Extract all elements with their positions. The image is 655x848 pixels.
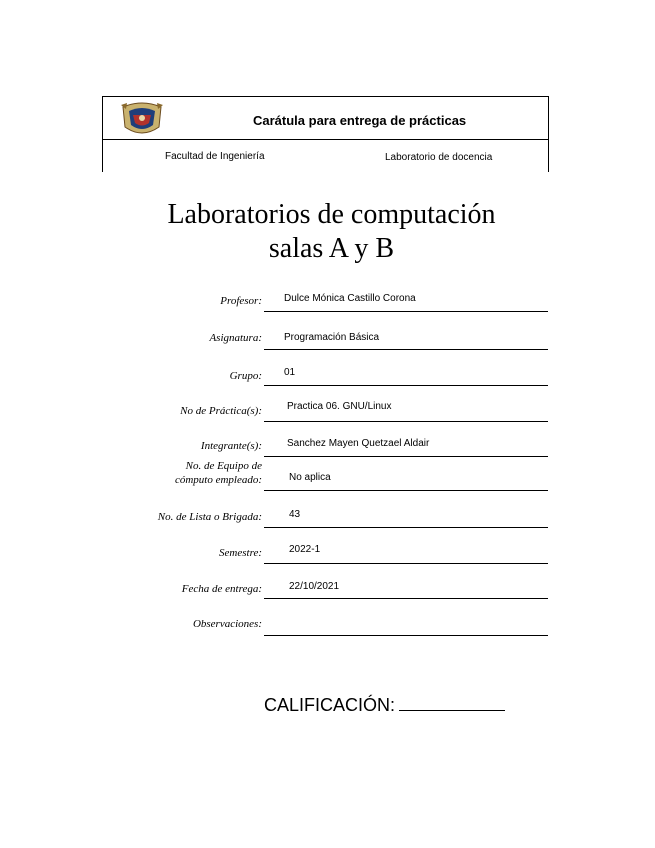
field-line-integrantes xyxy=(264,456,548,457)
grade-blank-line xyxy=(399,694,505,711)
field-value-grupo: 01 xyxy=(284,367,296,378)
field-label-integrantes: Integrante(s): xyxy=(200,440,262,452)
field-line-semestre xyxy=(264,563,548,564)
field-label-asignatura: Asignatura: xyxy=(209,332,262,344)
field-value-equipo: No aplica xyxy=(289,472,331,483)
field-value-lista: 43 xyxy=(289,509,301,520)
field-label-lista: No. de Lista o Brigada: xyxy=(157,511,262,523)
field-line-practica xyxy=(264,421,548,422)
field-line-observaciones xyxy=(264,635,548,636)
field-label-fecha: Fecha de entrega: xyxy=(181,583,262,595)
field-value-profesor: Dulce Mónica Castillo Corona xyxy=(284,293,416,304)
field-line-fecha xyxy=(264,598,548,599)
field-label-grupo: Grupo: xyxy=(229,370,262,382)
header-title: Carátula para entrega de prácticas xyxy=(253,113,467,128)
page-title-line1: Laboratorios de computación xyxy=(167,199,496,230)
field-line-equipo xyxy=(264,490,548,491)
field-value-semestre: 2022-1 xyxy=(289,544,321,555)
field-label-semestre: Semestre: xyxy=(219,547,262,559)
field-value-integrantes: Sanchez Mayen Quetzael Aldair xyxy=(287,438,430,449)
unam-logo-icon xyxy=(119,101,165,137)
field-label-equipo-line1: No. de Equipo de xyxy=(185,460,262,472)
header-top-row xyxy=(103,97,548,140)
field-label-profesor: Profesor: xyxy=(220,295,262,307)
field-line-profesor xyxy=(264,311,548,312)
header-lab: Laboratorio de docencia xyxy=(385,152,493,163)
field-label-equipo-line2: cómputo empleado: xyxy=(174,474,262,486)
page-title xyxy=(0,198,655,266)
field-line-asignatura xyxy=(264,349,548,350)
field-line-lista xyxy=(264,527,548,528)
grade-label: CALIFICACIÓN: xyxy=(264,695,396,715)
field-label-practica: No de Práctica(s): xyxy=(180,405,262,417)
header-faculty: Facultad de Ingeniería xyxy=(165,151,265,162)
field-label-observaciones: Observaciones: xyxy=(192,618,262,630)
field-value-asignatura: Programación Básica xyxy=(284,332,380,343)
grade-section xyxy=(264,694,505,716)
field-value-practica: Practica 06. GNU/Linux xyxy=(287,401,392,412)
field-value-fecha: 22/10/2021 xyxy=(289,581,340,592)
page-title-line2: salas A y B xyxy=(268,233,395,264)
header-box xyxy=(102,96,549,172)
field-line-grupo xyxy=(264,385,548,386)
